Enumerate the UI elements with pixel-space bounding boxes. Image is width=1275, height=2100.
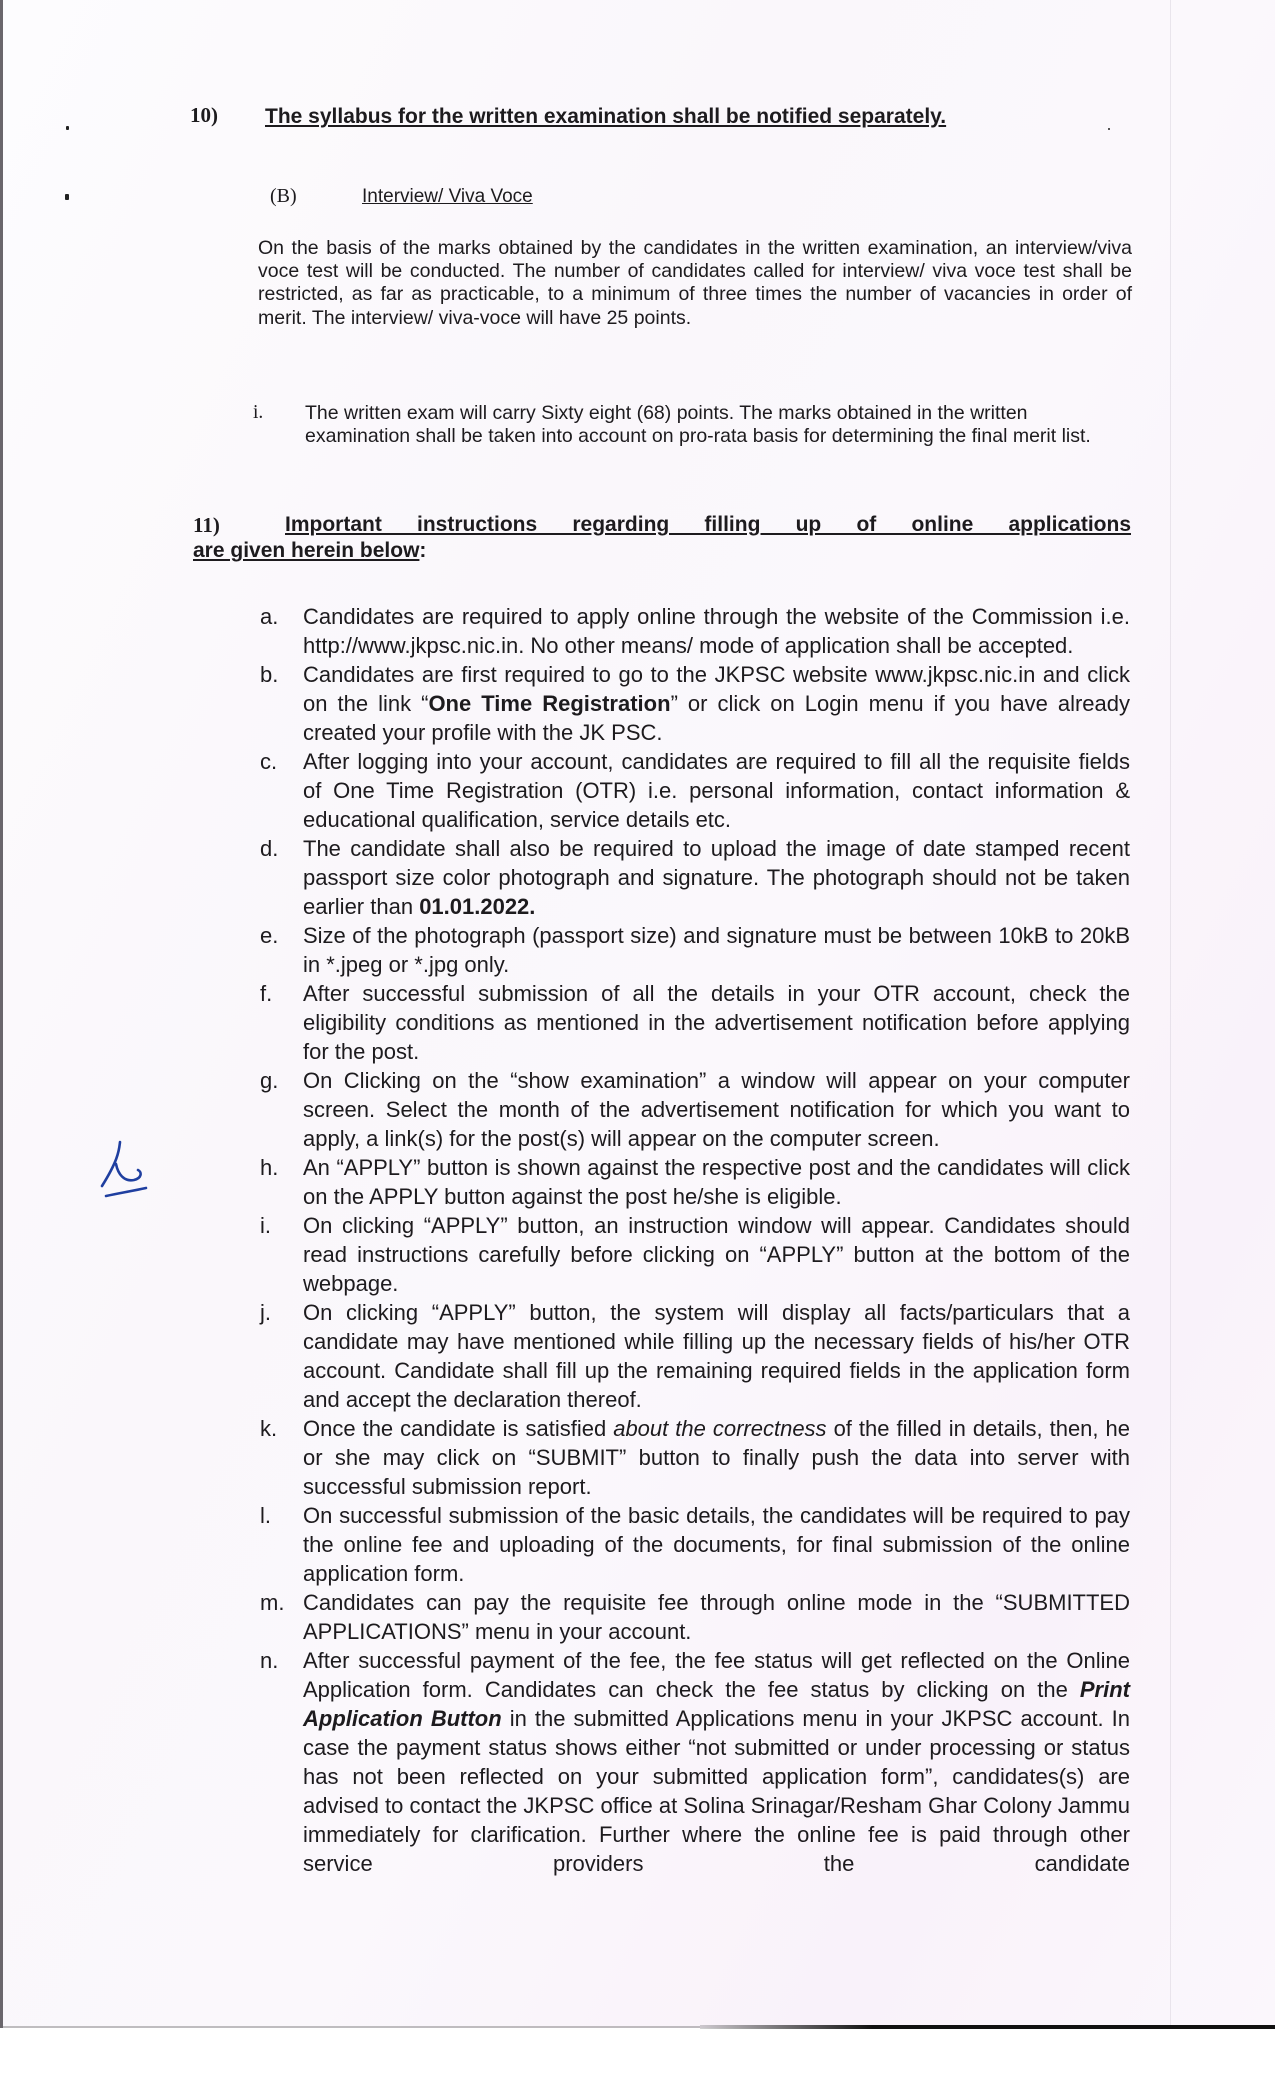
item-text: Size of the photograph (passport size) and signature must be between 10kB to 20kB in *.jpeg or *.jpg only. bbox=[303, 923, 1130, 977]
item-text: Candidates are required to apply online through the website of the Commission i.e. http://www.jkpsc.nic.in. No other means/ mode of application shall be accepted. bbox=[303, 604, 1130, 658]
item-text-post: of the filled in details, then, he or she may click on “SUBMIT” button to finally push the data into server with successful submission report. bbox=[303, 1416, 1130, 1499]
interview-paragraph: On the basis of the marks obtained by the candidates in the written examination, an interview/viva voce test will be conducted. The number of candidates called for interview/ viva voce test shall be restricted, as far as practicable, to a minimum of three times the number of vacancies in order of merit. The interview/ viva-voce will have 25 points. bbox=[258, 237, 1132, 329]
item-letter: g. bbox=[260, 1068, 279, 1093]
item-text bbox=[303, 660, 1130, 747]
item-text-pre: After successful payment of the fee, the fee status will get reflected on the Online Application form. Candidates can check the fee status by clicking on the bbox=[303, 1648, 1130, 1702]
item-text-pre: Candidates are first required to go to the JKPSC website www.jkpsc.nic.in and click on the link “ bbox=[303, 662, 1130, 716]
subsection-b-title: Interview/ Viva Voce bbox=[362, 186, 533, 207]
item-text-post: in the submitted Applications menu in your JKPSC account. In case the payment status shows either “not submitted or under processing or status has not been reflected on your submitted application form”, candidates(s) are advised to contact the JKPSC office at Solina Srinagar/Resham Ghar Colony Jammu immediately for clarification. Further where the online fee is paid through other service providers the candidate bbox=[303, 1706, 1131, 1876]
instruction-item-c bbox=[258, 747, 1130, 834]
page-bottom-edge-dark bbox=[700, 2025, 1275, 2029]
scan-fold-line bbox=[1170, 0, 1171, 2025]
point-i-text: The written exam will carry Sixty eight (68) points. The marks obtained in the written examination shall be taken into account on pro-rata basis for determining the final merit list. bbox=[305, 402, 1091, 448]
section-11-number: 11) bbox=[193, 513, 220, 537]
instruction-item-e bbox=[258, 921, 1130, 979]
item-letter: e. bbox=[260, 923, 279, 948]
item-text-pre: The candidate shall also be required to upload the image of date stamped recent passport size color photograph and signature. The photograph should not be taken earlier than bbox=[303, 836, 1130, 919]
item-letter: i. bbox=[260, 1213, 271, 1238]
item-letter: n. bbox=[260, 1648, 279, 1673]
print-application-button-emphasis: Print Application Button bbox=[303, 1677, 1130, 1731]
handwritten-initial-icon bbox=[98, 1138, 158, 1203]
item-text bbox=[303, 1646, 1130, 1878]
one-time-registration-emphasis: One Time Registration bbox=[428, 691, 671, 716]
instruction-item-g bbox=[258, 1066, 1130, 1153]
item-text: On successful submission of the basic details, the candidates will be required to pay the online fee and uploading of the documents, for final submission of the online application form. bbox=[303, 1503, 1130, 1586]
item-text: On Clicking on the “show examination” a window will appear on your computer screen. Select the month of the advertisement notification for which you want to apply, a link(s) for the post(s) will appear on the computer screen. bbox=[303, 1068, 1130, 1151]
online-application-instructions bbox=[258, 602, 1130, 1878]
section-11-title-line2 bbox=[193, 538, 426, 564]
instruction-item-k bbox=[258, 1414, 1130, 1501]
instruction-item-n bbox=[258, 1646, 1130, 1878]
instruction-item-m bbox=[258, 1588, 1130, 1646]
item-letter: l. bbox=[260, 1503, 271, 1528]
section-10-number: 10) bbox=[190, 103, 218, 127]
instruction-item-a bbox=[258, 602, 1130, 660]
item-letter: b. bbox=[260, 662, 279, 687]
section-11-title-line2-text: are given herein below bbox=[193, 539, 420, 562]
item-letter: a. bbox=[260, 604, 279, 629]
item-text bbox=[303, 1414, 1130, 1501]
scan-speck bbox=[65, 194, 69, 200]
section-10-title: The syllabus for the written examination shall be notified separately. bbox=[265, 105, 947, 128]
scan-speck bbox=[66, 126, 69, 130]
item-letter: f. bbox=[260, 981, 273, 1006]
item-letter: d. bbox=[260, 836, 279, 861]
section-11-title-line1: Important instructions regarding filling up of online applications bbox=[285, 513, 1131, 536]
item-text: An “APPLY” button is shown against the respective post and the candidates will click on the APPLY button against the post he/she is eligible. bbox=[303, 1155, 1130, 1209]
scan-speck bbox=[1108, 128, 1110, 130]
item-letter: m. bbox=[260, 1590, 285, 1615]
correctness-emphasis: about the correctness bbox=[613, 1416, 827, 1441]
instruction-item-b bbox=[258, 660, 1130, 747]
subsection-b-label: (B) bbox=[270, 185, 297, 207]
item-letter: h. bbox=[260, 1155, 279, 1180]
item-text: On clicking “APPLY” button, an instruction window will appear. Candidates should read instructions carefully before clicking on “APPLY” button at the bottom of the webpage. bbox=[303, 1213, 1130, 1296]
item-letter: j. bbox=[260, 1300, 271, 1325]
item-letter: k. bbox=[260, 1416, 278, 1441]
section-11-title-colon: : bbox=[419, 539, 427, 562]
instruction-item-h bbox=[258, 1153, 1130, 1211]
item-text: Candidates can pay the requisite fee through online mode in the “SUBMITTED APPLICATIONS” menu in your account. bbox=[303, 1590, 1130, 1644]
instruction-item-f bbox=[258, 979, 1130, 1066]
item-text: On clicking “APPLY” button, the system will display all facts/particulars that a candidate may have mentioned while filling up the necessary fields of his/her OTR account. Candidate shall fill up the remaining required fields in the application form and accept the declaration thereof. bbox=[303, 1300, 1130, 1412]
point-i-label: i. bbox=[253, 402, 264, 423]
instruction-item-i bbox=[258, 1211, 1130, 1298]
item-text-pre: Once the candidate is satisfied bbox=[303, 1416, 614, 1441]
item-letter: c. bbox=[260, 749, 278, 774]
instruction-item-l bbox=[258, 1501, 1130, 1588]
photo-date-emphasis: 01.01.2022. bbox=[419, 894, 536, 919]
item-text: After successful submission of all the details in your OTR account, check the eligibility conditions as mentioned in the advertisement notification before applying for the post. bbox=[303, 981, 1130, 1064]
page-bottom-edge bbox=[3, 2026, 700, 2028]
item-text bbox=[303, 834, 1130, 921]
item-text-post: ” or click on Login menu if you have already created your profile with the JK PSC. bbox=[303, 691, 1131, 745]
instruction-item-j bbox=[258, 1298, 1130, 1414]
instruction-item-d bbox=[258, 834, 1130, 921]
item-text: After logging into your account, candidates are required to fill all the requisite fields of One Time Registration (OTR) i.e. personal information, contact information & educational qualification, service details etc. bbox=[303, 749, 1130, 832]
